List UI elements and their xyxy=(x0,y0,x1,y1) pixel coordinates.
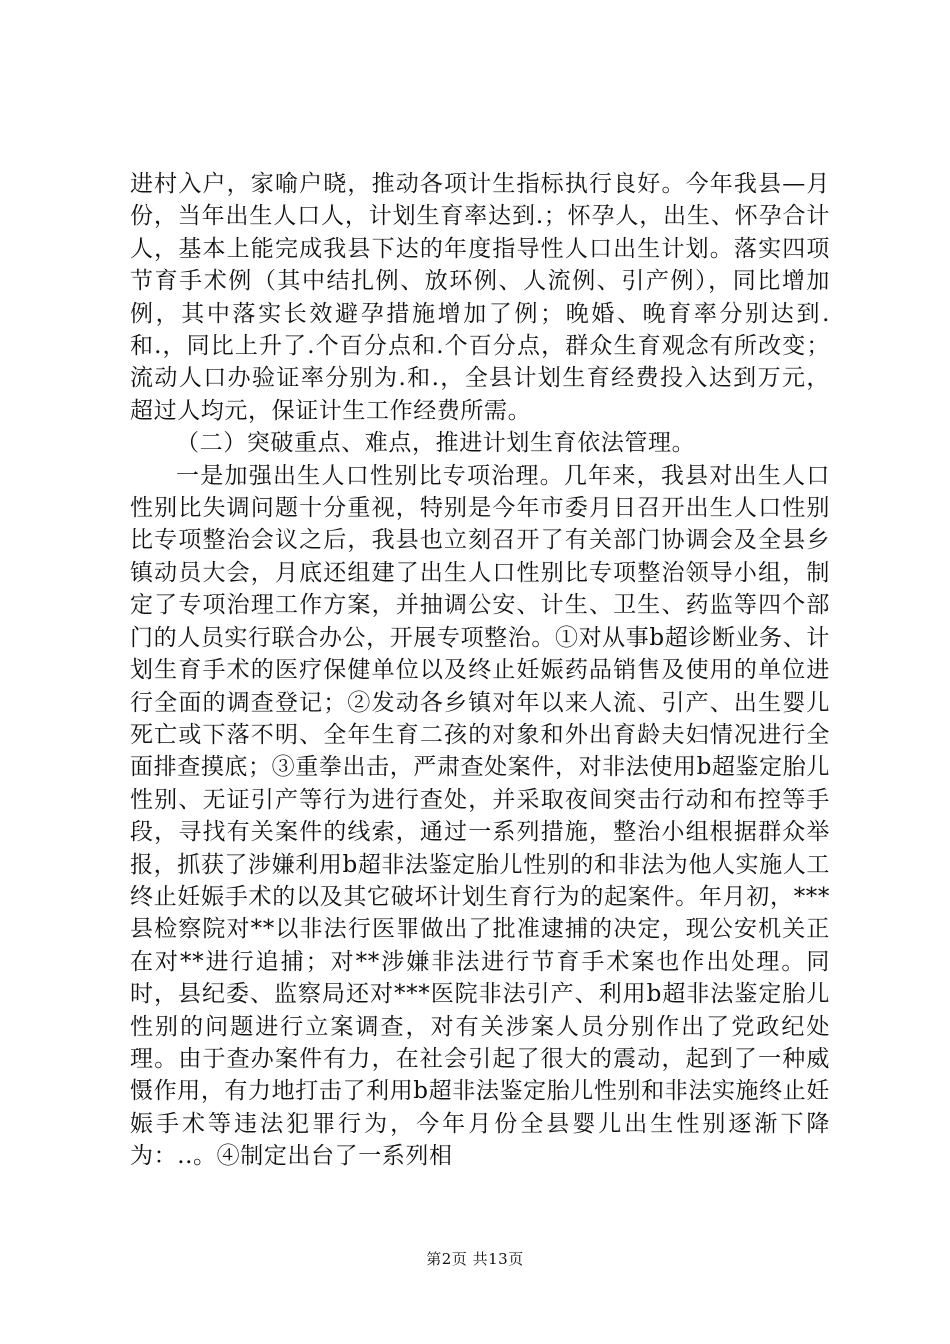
section-heading: （二）突破重点、难点，推进计划生育依法管理。 xyxy=(176,430,696,457)
document-body xyxy=(130,168,830,1173)
paragraph-sex-ratio: 一是加强出生人口性别比专项治理。几年来，我县对出生人口性别比失调问题十分重视，特别是今年市委月日召开出生人口性别比专项整治会议之后，我县也立刻召开了有关部门协调会及全县乡镇动员大会，月底还组建了出生人口性别比专项整治领导小组，制定了专项治理工作方案，并抽调公安、计生、卫生、药监等四个部门的人员实行联合办公，开展专项整治。①对从事b超诊断业务、计划生育手术的医疗保健单位以及终止妊娠药品销售及使用的单位进行全面的调查登记；②发动各乡镇对年以来人流、引产、出生婴儿死亡或下落不明、全年生育二孩的对象和外出育龄夫妇情况进行全面排查摸底；③重拳出击，严肃查处案件，对非法使用b超鉴定胎儿性别、无证引产等行为进行查处，并采取夜间突击行动和布控等手段，寻找有关案件的线索，通过一系列措施，整治小组根据群众举报，抓获了涉嫌利用b超非法鉴定胎儿性别的和非法为他人实施人工终止妊娠手术的以及其它破坏计划生育行为的起案件。年月初，***县检察院对**以非法行医罪做出了批准逮捕的决定，现公安机关正在对**进行追捕；对**涉嫌非法进行节育手术案也作出处理。同时，县纪委、监察局还对***医院非法引产、利用b超非法鉴定胎儿性别的问题进行立案调查，对有关涉案人员分别作出了党政纪处理。由于查办案件有力，在社会引起了很大的震动，起到了一种威慑作用，有力地打击了利用b超非法鉴定胎儿性别和非法实施终止妊娠手术等违法犯罪行为，今年月份全县婴儿出生性别逐渐下降为：..。④制定出台了一系列相 xyxy=(130,462,830,1170)
page-number-footer: 第2页 共13页 xyxy=(426,1250,524,1268)
paragraph-continuation: 进村入户，家喻户晓，推动各项计生指标执行良好。今年我县—月份，当年出生人口人，计划生育率达到.；怀孕人，出生、怀孕合计人，基本上能完成我县下达的年度指导性人口出生计划。落实四项节育手术例（其中结扎例、放环例、人流例、引产例），同比增加例，其中落实长效避孕措施增加了例；晚婚、晚育率分别达到.和.，同比上升了.个百分点和.个百分点，群众生育观念有所改变；流动人口办验证率分别为.和.，全县计划生育经费投入达到万元，超过人均元，保证计生工作经费所需。 xyxy=(130,171,830,424)
